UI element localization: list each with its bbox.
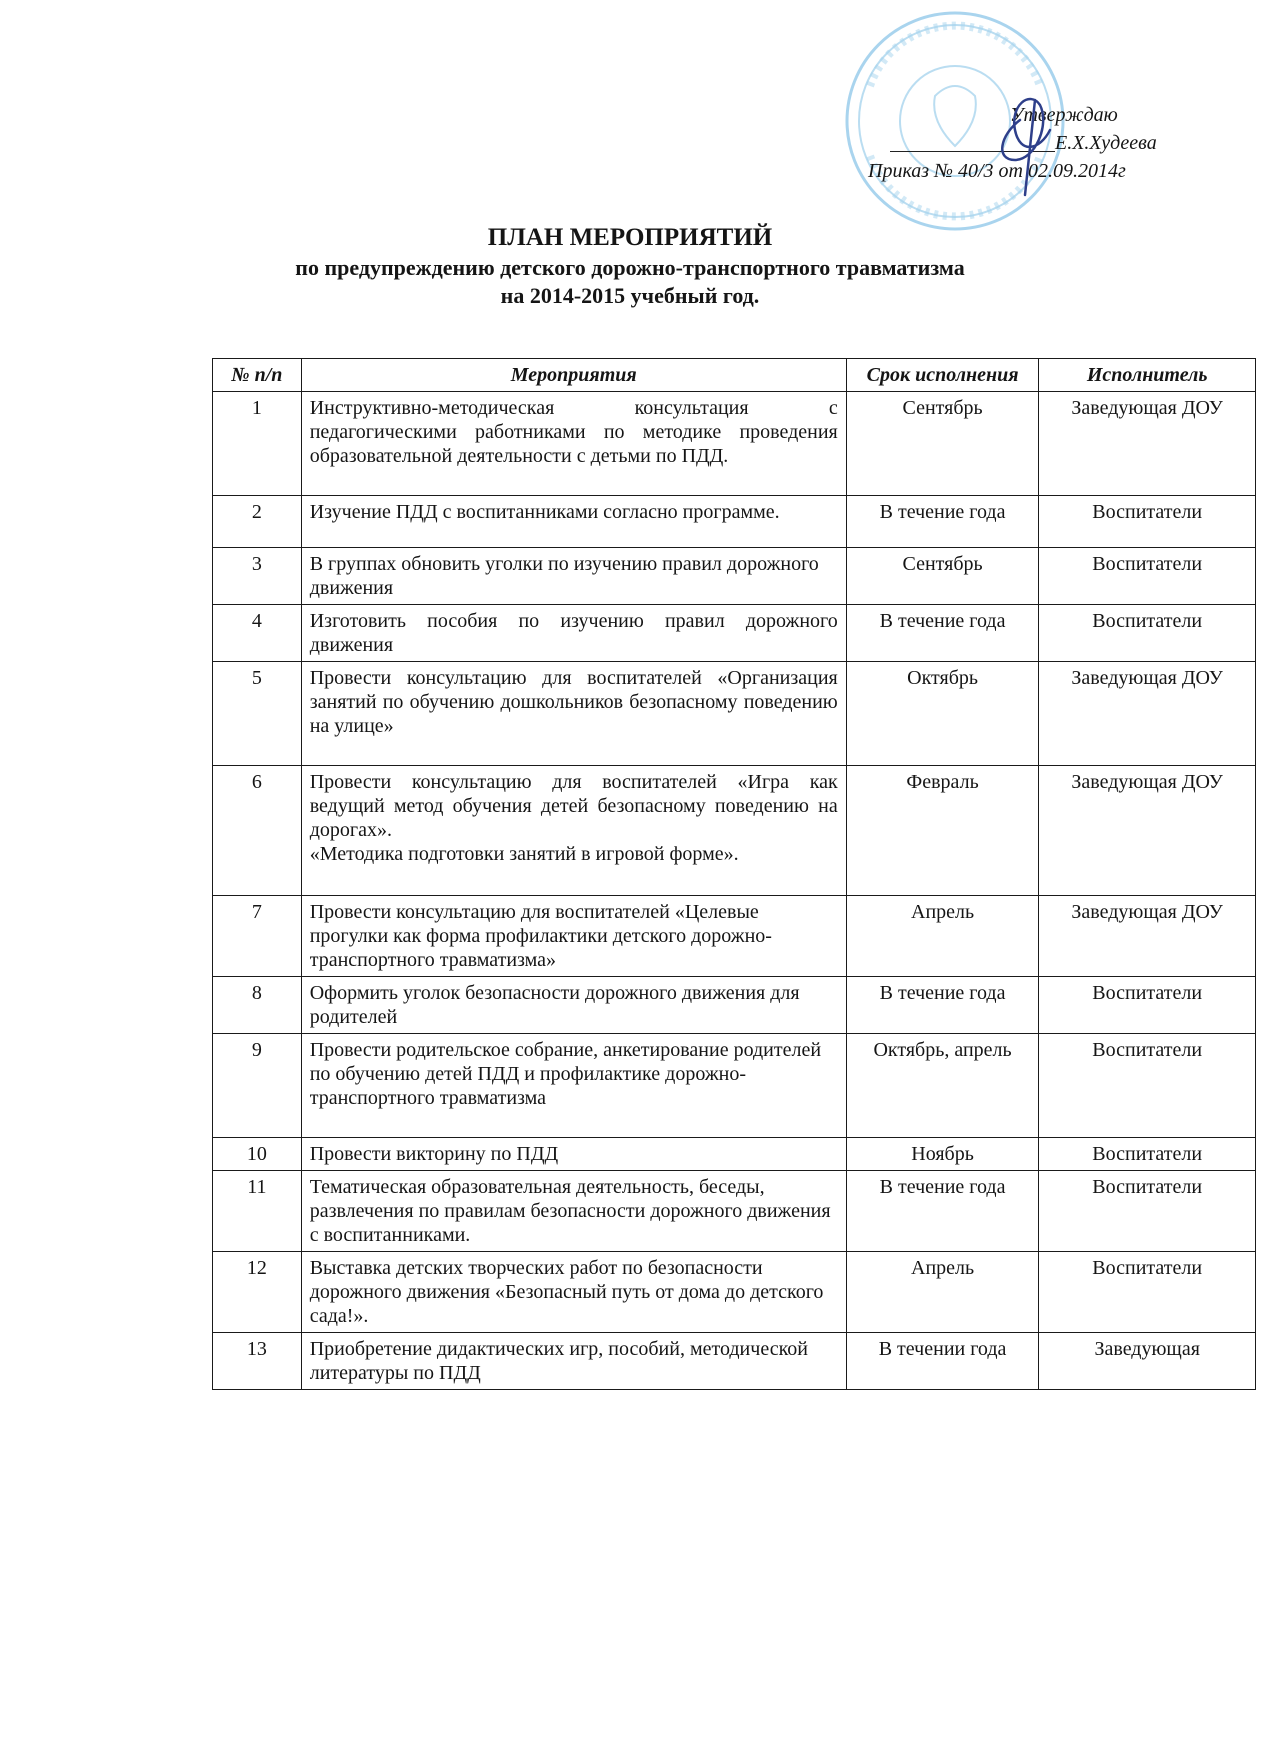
table-row bbox=[213, 766, 1256, 896]
document-subtitle: по предупреждению детского дорожно-транспортного травматизма bbox=[295, 255, 965, 280]
row-num: 4 bbox=[213, 605, 302, 662]
row-executor: Воспитатели bbox=[1039, 1138, 1256, 1171]
row-executor: Заведующая ДОУ bbox=[1039, 662, 1256, 766]
document-title-block bbox=[180, 222, 1080, 310]
table-row bbox=[213, 548, 1256, 605]
row-term: В течение года bbox=[846, 1171, 1039, 1252]
row-event: Изготовить пособия по изучению правил дорожного движения bbox=[301, 605, 846, 662]
table-row bbox=[213, 1252, 1256, 1333]
row-executor: Воспитатели bbox=[1039, 1034, 1256, 1138]
row-event-part2: «Методика подготовки занятий в игровой форме». bbox=[309, 843, 739, 865]
row-term: В течение года bbox=[846, 977, 1039, 1034]
row-event: Приобретение дидактических игр, пособий, методической литературы по ПДД bbox=[301, 1333, 846, 1390]
table-row bbox=[213, 1333, 1256, 1390]
events-plan-table bbox=[212, 358, 1256, 1390]
table-row bbox=[213, 1171, 1256, 1252]
order-reference: Приказ № 40/3 от 02.09.2014г bbox=[868, 160, 1126, 182]
row-num: 12 bbox=[213, 1252, 302, 1333]
row-term: Февраль bbox=[846, 766, 1039, 896]
header-num: № п/п bbox=[213, 359, 302, 392]
table-row bbox=[213, 496, 1256, 548]
row-num: 9 bbox=[213, 1034, 302, 1138]
row-num: 8 bbox=[213, 977, 302, 1034]
approver-name: Е.Х.Худеева bbox=[1055, 132, 1157, 154]
table-row bbox=[213, 1138, 1256, 1171]
header-executor: Исполнитель bbox=[1039, 359, 1256, 392]
row-executor: Заведующая ДОУ bbox=[1039, 896, 1256, 977]
row-executor: Воспитатели bbox=[1039, 605, 1256, 662]
row-event-part1: Провести консультацию для воспитателей «Игра как ведущий метод обучения детей безопасному поведению на дорогах». bbox=[309, 771, 838, 841]
row-event: Изучение ПДД с воспитанниками согласно программе. bbox=[301, 496, 846, 548]
row-term: Сентябрь bbox=[846, 392, 1039, 496]
row-event: Провести консультацию для воспитателей «Организация занятий по обучению дошкольников безопасному поведению на улице» bbox=[301, 662, 846, 766]
row-num: 7 bbox=[213, 896, 302, 977]
row-num: 5 bbox=[213, 662, 302, 766]
row-term: Ноябрь bbox=[846, 1138, 1039, 1171]
row-event bbox=[301, 766, 846, 896]
row-term: Сентябрь bbox=[846, 548, 1039, 605]
academic-year: на 2014-2015 учебный год. bbox=[500, 283, 760, 308]
approval-label: Утверждаю bbox=[1010, 104, 1118, 126]
row-executor: Заведующая ДОУ bbox=[1039, 766, 1256, 896]
row-event: Провести викторину по ПДД bbox=[301, 1138, 846, 1171]
table-row bbox=[213, 896, 1256, 977]
row-event: Инструктивно-методическая консультация с педагогическими работниками по методике проведения образовательной деятельности с детьми по ПДД. bbox=[301, 392, 846, 496]
table-row bbox=[213, 392, 1256, 496]
row-term: Апрель bbox=[846, 1252, 1039, 1333]
document-title: ПЛАН МЕРОПРИЯТИЙ bbox=[487, 224, 773, 251]
row-executor: Заведующая ДОУ bbox=[1039, 392, 1256, 496]
row-executor: Воспитатели bbox=[1039, 1171, 1256, 1252]
row-num: 6 bbox=[213, 766, 302, 896]
table-row bbox=[213, 662, 1256, 766]
row-event: Оформить уголок безопасности дорожного движения для родителей bbox=[301, 977, 846, 1034]
row-term: Октябрь bbox=[846, 662, 1039, 766]
row-num: 1 bbox=[213, 392, 302, 496]
row-term: В течение года bbox=[846, 605, 1039, 662]
row-executor: Воспитатели bbox=[1039, 548, 1256, 605]
row-num: 3 bbox=[213, 548, 302, 605]
header-event: Мероприятия bbox=[301, 359, 846, 392]
row-term: Октябрь, апрель bbox=[846, 1034, 1039, 1138]
row-num: 10 bbox=[213, 1138, 302, 1171]
row-event: Тематическая образовательная деятельность, беседы, развлечения по правилам безопасности дорожного движения с воспитанниками. bbox=[301, 1171, 846, 1252]
table-row bbox=[213, 1034, 1256, 1138]
row-executor: Воспитатели bbox=[1039, 496, 1256, 548]
handwritten-signature bbox=[980, 80, 1090, 200]
row-executor: Заведующая bbox=[1039, 1333, 1256, 1390]
row-num: 11 bbox=[213, 1171, 302, 1252]
row-executor: Воспитатели bbox=[1039, 977, 1256, 1034]
table-row bbox=[213, 977, 1256, 1034]
row-event: Провести родительское собрание, анкетирование родителей по обучению детей ПДД и профилактике дорожно-транспортного травматизма bbox=[301, 1034, 846, 1138]
row-executor: Воспитатели bbox=[1039, 1252, 1256, 1333]
row-term: Апрель bbox=[846, 896, 1039, 977]
row-term: В течении года bbox=[846, 1333, 1039, 1390]
row-num: 2 bbox=[213, 496, 302, 548]
table-row bbox=[213, 605, 1256, 662]
row-term: В течение года bbox=[846, 496, 1039, 548]
table-header-row bbox=[213, 359, 1256, 392]
header-term: Срок исполнения bbox=[846, 359, 1039, 392]
row-event: В группах обновить уголки по изучению правил дорожного движения bbox=[301, 548, 846, 605]
row-num: 13 bbox=[213, 1333, 302, 1390]
row-event: Провести консультацию для воспитателей «Целевые прогулки как форма профилактики детского дорожно-транспортного травматизма» bbox=[301, 896, 846, 977]
row-event: Выставка детских творческих работ по безопасности дорожного движения «Безопасный путь от дома до детского сада!». bbox=[301, 1252, 846, 1333]
